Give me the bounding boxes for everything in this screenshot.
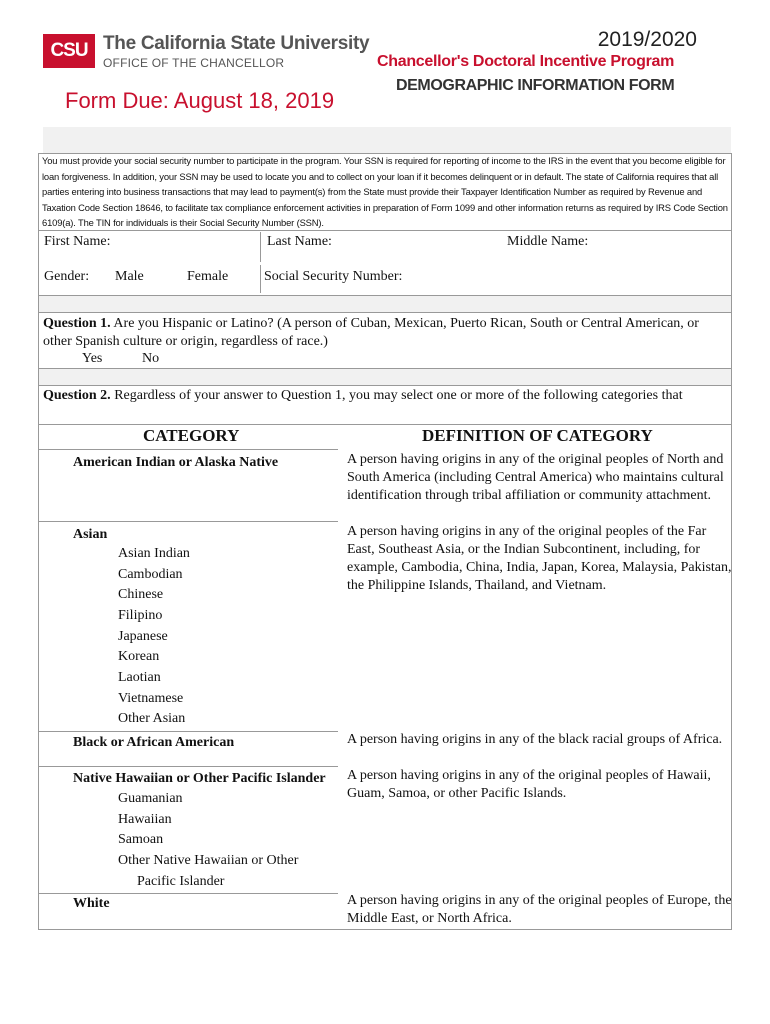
question-1-text: Are you Hispanic or Latino? (A person of Cuban, Mexican, Puerto Rican, South or Central American, or other Spanish culture or origin, regardless of race.) (43, 316, 699, 349)
q1-yes-option[interactable]: Yes (82, 351, 103, 366)
asian-subcategory[interactable]: Vietnamese (118, 691, 184, 706)
asian-subcategory[interactable]: Chinese (118, 587, 164, 602)
question-2 (43, 387, 723, 405)
form-title: DEMOGRAPHIC INFORMATION FORM (396, 77, 675, 94)
gender-separator (260, 265, 261, 293)
category-asian[interactable]: Asian (73, 527, 108, 542)
divider (38, 893, 338, 894)
question-1-label: Question 1. (43, 316, 111, 331)
spacer-bar (39, 296, 731, 312)
form-left-border (38, 153, 39, 930)
category-black[interactable]: Black or African American (73, 735, 235, 750)
form-bottom-border (38, 929, 732, 930)
divider (38, 766, 338, 767)
asian-subcategory[interactable]: Filipino (118, 608, 163, 623)
category-white[interactable]: White (73, 896, 110, 911)
definition-column-header: DEFINITION OF CATEGORY (422, 426, 653, 445)
divider (38, 385, 732, 386)
definition-asian: A person having origins in any of the original peoples of the Far East, Southeast Asia, or the Indian Subcontinent, including, for example, Cambodia, China, India, Japan, Korea, Malaysia, Pakistan, the Philippine Islands, Thailand, and Vietnam. (347, 524, 732, 593)
asian-subcategory[interactable]: Asian Indian (118, 546, 190, 561)
divider (38, 230, 732, 231)
definition-black: A person having origins in any of the black racial groups of Africa. (347, 732, 723, 747)
pacific-subcategory[interactable]: Other Native Hawaiian or Other (118, 853, 299, 868)
last-name-label[interactable]: Last Name: (267, 234, 332, 249)
ssn-notice: You must provide your social security number to participate in the program. Your SSN is required for reporting of income to the IRS in the event that you become eligible for loan forgiveness. In addition, your SSN may be used to locate you and to collect on your loan if it becomes delinquent or in default. The state of California requires that all parties entering into business transactions that may lead to payment(s) from the State must provide their Taxpayer Identification Number as required by Revenue and Taxation Code Section 18646, to facilitate tax compliance enforcement activities in preparation of Form 1099 and other information returns as required by IRS Code Section 6109(a). The TIN for individuals is their Social Security Number (SSN). (42, 155, 728, 228)
category-column-header: CATEGORY (143, 426, 240, 445)
pacific-subcategory[interactable]: Hawaiian (118, 812, 172, 827)
category-american-indian[interactable]: American Indian or Alaska Native (73, 455, 279, 470)
question-2-text: Regardless of your answer to Question 1, you may select one or more of the following categories that (114, 388, 683, 403)
gender-female-option[interactable]: Female (187, 269, 229, 284)
divider (38, 424, 732, 425)
definition-white: A person having origins in any of the original peoples of Europe, the Middle East, or North Africa. (347, 893, 732, 926)
pacific-subcategory[interactable]: Pacific Islander (137, 874, 225, 889)
asian-subcategory[interactable]: Japanese (118, 629, 168, 644)
category-native-hawaiian[interactable]: Native Hawaiian or Other Pacific Islander (73, 771, 326, 786)
middle-name-label[interactable]: Middle Name: (507, 234, 589, 249)
pacific-subcategory[interactable]: Guamanian (118, 791, 183, 806)
university-name: The California State University (103, 33, 370, 54)
header-shade-bar (43, 127, 731, 153)
definition-native-hawaiian: A person having origins in any of the original peoples of Hawaii, Guam, Samoa, or other Pacific Islands. (347, 768, 711, 801)
divider (38, 521, 338, 522)
pacific-subcategory[interactable]: Samoan (118, 832, 164, 847)
q1-no-option[interactable]: No (142, 351, 160, 366)
first-name-label[interactable]: First Name: (44, 234, 111, 249)
question-1 (43, 315, 723, 351)
spacer-bar (39, 369, 731, 385)
asian-subcategory[interactable]: Laotian (118, 670, 161, 685)
program-year: 2019/2020 (597, 28, 697, 51)
divider (38, 312, 732, 313)
form-due-date: Form Due: August 18, 2019 (65, 88, 335, 113)
asian-subcategory[interactable]: Korean (118, 649, 160, 664)
question-2-label: Question 2. (43, 388, 111, 403)
ssn-label[interactable]: Social Security Number: (264, 269, 403, 284)
csu-logo-mark: CSU (43, 34, 95, 68)
asian-subcategory[interactable]: Other Asian (118, 711, 186, 726)
asian-subcategory[interactable]: Cambodian (118, 567, 183, 582)
office-name: OFFICE OF THE CHANCELLOR (103, 56, 285, 70)
divider (38, 449, 338, 450)
gender-label: Gender: (44, 269, 90, 284)
program-title: Chancellor's Doctoral Incentive Program (377, 53, 675, 70)
definition-american-indian: A person having origins in any of the original peoples of North and South America (including Central America) who maintains cultural identification through tribal affiliation or community attachment. (347, 452, 724, 503)
gender-male-option[interactable]: Male (115, 269, 144, 284)
divider (38, 731, 338, 732)
name-separator (260, 232, 261, 262)
